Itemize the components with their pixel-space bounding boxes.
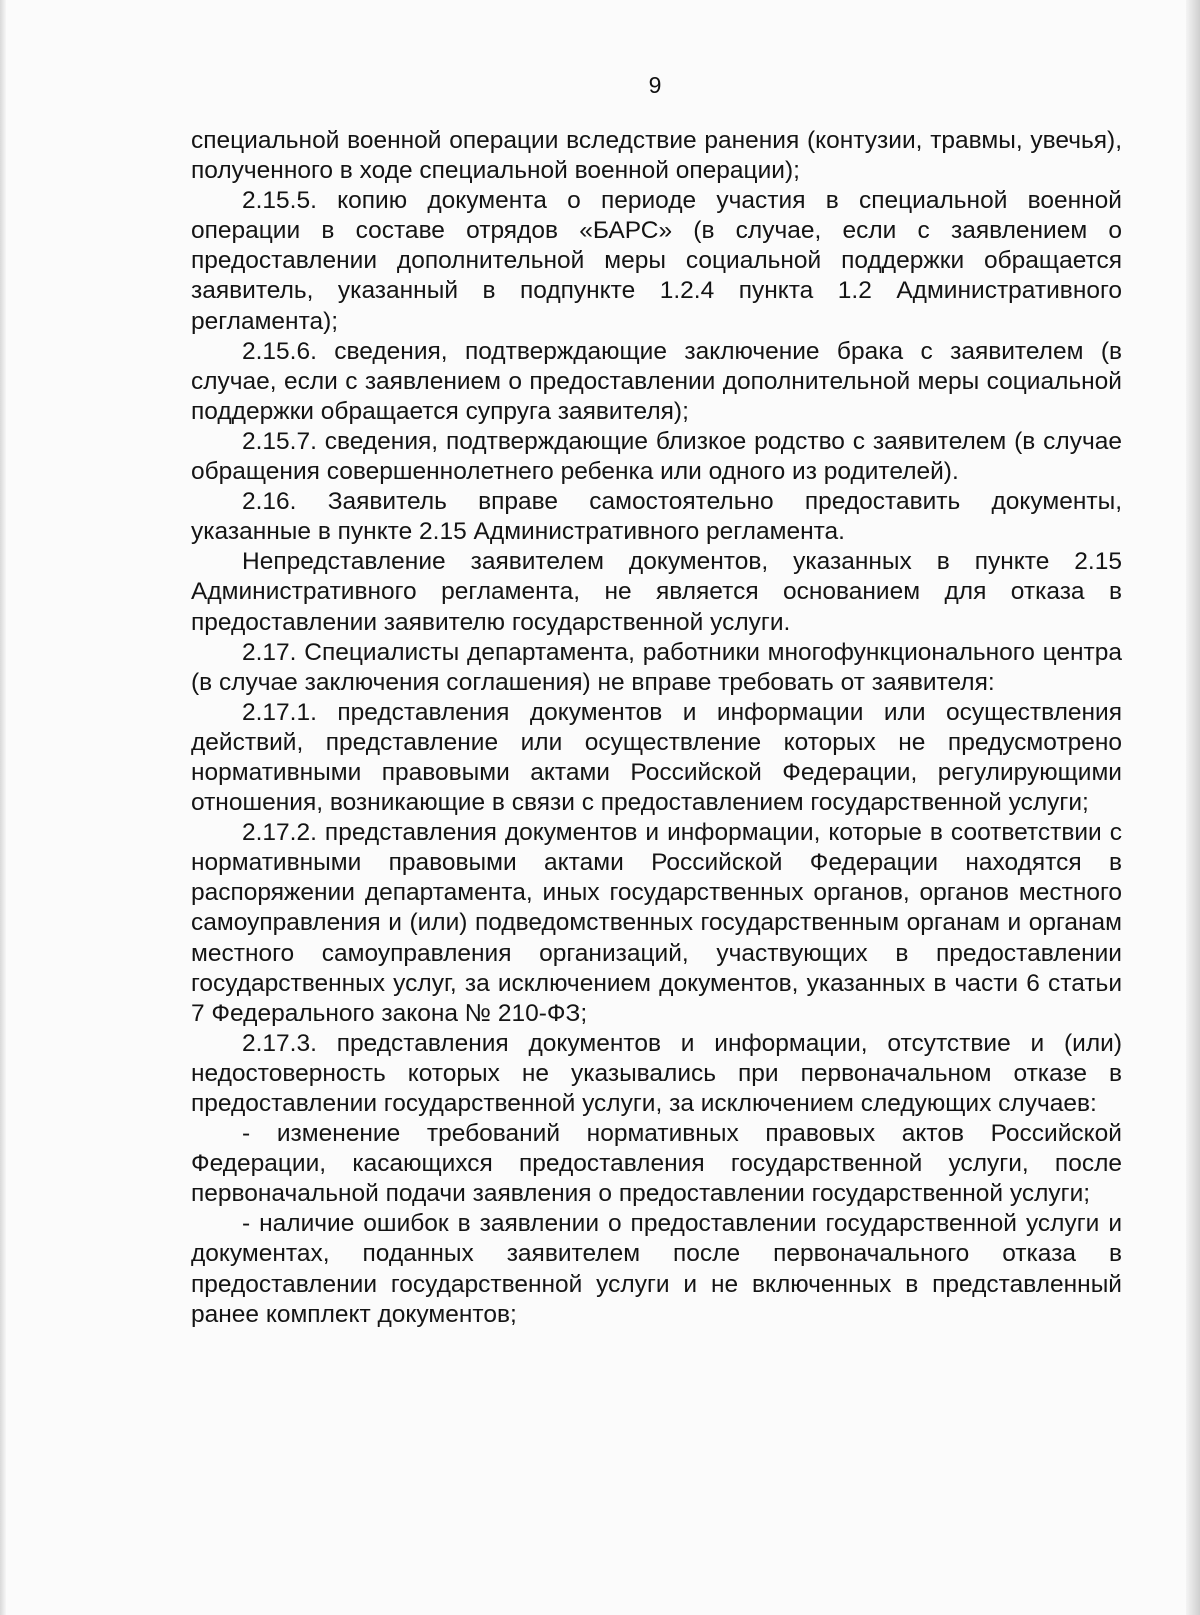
paragraph-2-16: 2.16. Заявитель вправе самостоятельно предоставить документы, указанные в пункте 2.15 Административного регламента. — [191, 488, 1122, 546]
document-body — [191, 126, 1122, 1330]
paragraph-continuation: специальной военной операции вследствие ранения (контузии, травмы, увечья), полученного в ходе специальной военной операции); — [191, 127, 1122, 185]
scan-edge-left — [0, 0, 6, 1615]
paragraph-2-15-6: 2.15.6. сведения, подтверждающие заключение брака с заявителем (в случае, если с заявлением о предоставлении дополнительной меры социальной поддержки обращается супруга заявителя); — [191, 337, 1122, 425]
paragraph-nepredstavlenie: Непредставление заявителем документов, указанных в пункте 2.15 Административного регламента, не является основанием для отказа в предоставлении заявителю государственной услуги. — [191, 548, 1122, 636]
paragraph-2-15-7: 2.15.7. сведения, подтверждающие близкое родство с заявителем (в случае обращения совершеннолетнего ребенка или одного из родителей). — [191, 427, 1122, 486]
paragraph-2-17: 2.17. Специалисты департамента, работники многофункционального центра (в случае заключения соглашения) не вправе требовать от заявителя: — [191, 638, 1122, 696]
paragraph-dash-1: - изменение требований нормативных правовых актов Российской Федерации, касающихся предоставления государственной услуги, после первоначальной подачи заявления о предоставлении государственной услуги; — [191, 1120, 1122, 1208]
paragraph-2-17-3: 2.17.3. представления документов и информации, отсутствие и (или) недостоверность которых не указывались при первоначальном отказе в предоставлении государственной услуги, за исключением следующих случаев: — [191, 1029, 1122, 1117]
paragraph-2-17-1: 2.17.1. представления документов и информации или осуществления действий, представление или осуществление которых не предусмотрено нормативными правовыми актами Российской Федерации, регулирующими отношения, возникающие в связи с предоставлением государственной услуги; — [191, 698, 1122, 817]
paragraph-dash-2: - наличие ошибок в заявлении о предоставлении государственной услуги и документах, поданных заявителем после первоначального отказа в предоставлении государственной услуги и не включенных в представленный ранее комплект документов; — [191, 1210, 1122, 1328]
page-number: 9 — [648, 72, 662, 98]
paragraph-2-17-2: 2.17.2. представления документов и информации, которые в соответствии с нормативными правовыми актами Российской Федерации находятся в распоряжении департамента, иных государственных органов, органов местного самоуправления и (или) подведомственных государственным органам и органам местного самоуправления организаций, участвующих в предоставлении государственных услуг, за исключением документов, указанных в части 6 статьи 7 Федерального закона № 210-ФЗ; — [191, 819, 1122, 1027]
paragraph-2-15-5: 2.15.5. копию документа о периоде участия в специальной военной операции в составе отрядов «БАРС» (в случае, если с заявлением о предоставлении дополнительной меры социальной поддержки обращается заявитель, указанный в подпункте 1.2.4 пункта 1.2 Административного регламента); — [191, 187, 1122, 335]
scan-edge-right — [1186, 0, 1200, 1615]
